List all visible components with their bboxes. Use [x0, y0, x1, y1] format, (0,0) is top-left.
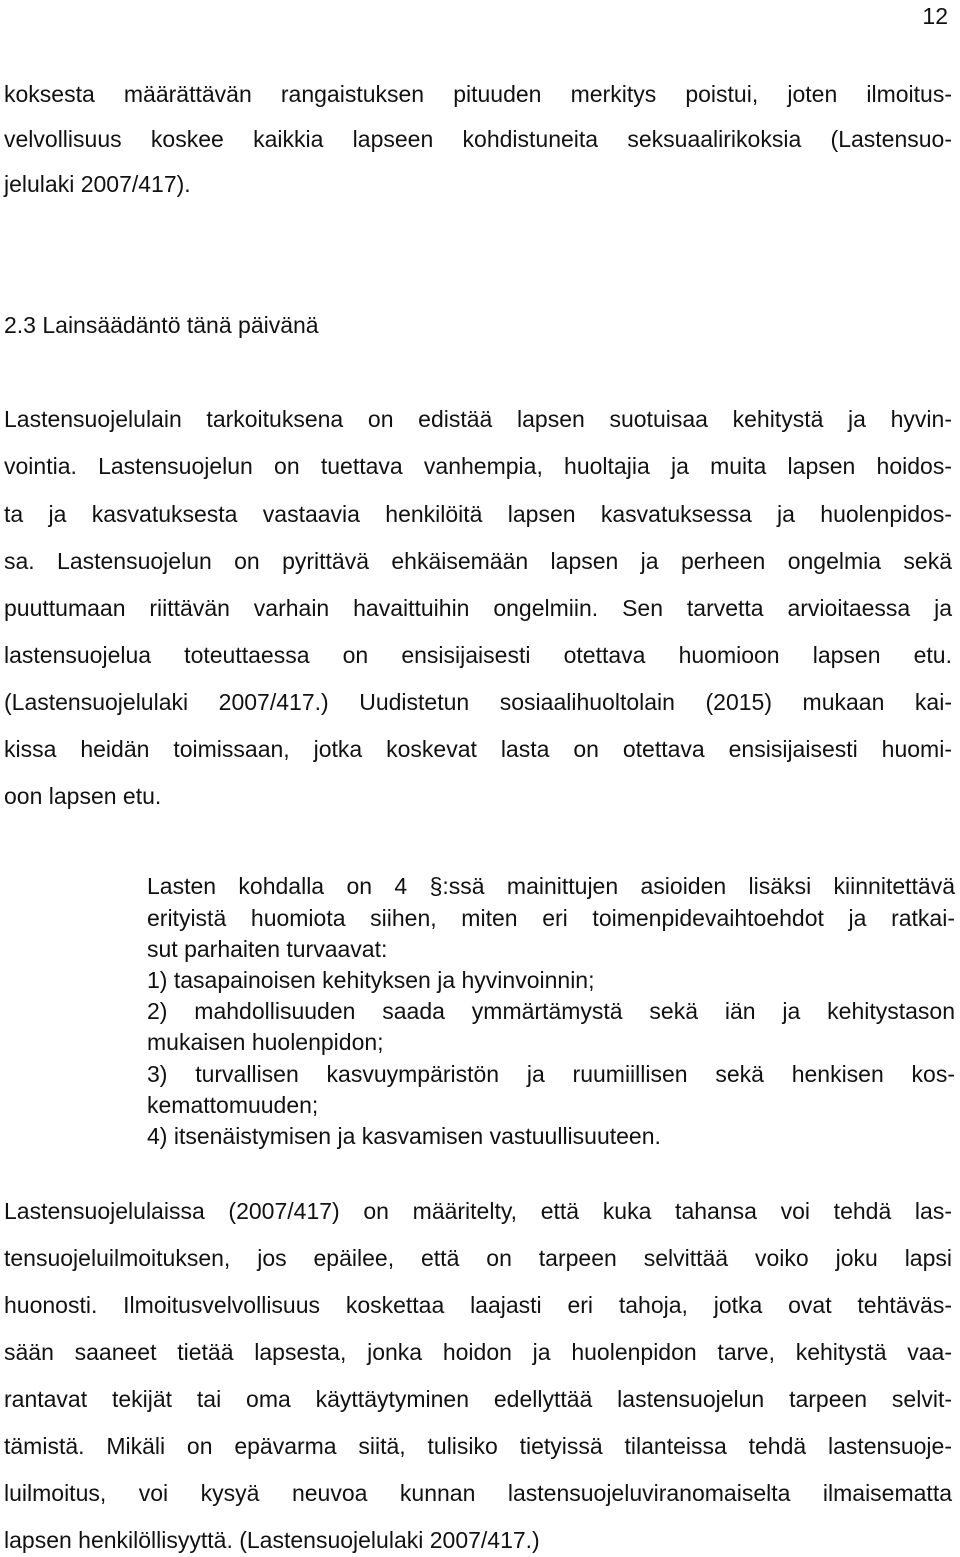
text-line: lastensuojelua toteuttaessa on ensisijaisesti otettava huomioon lapsen etu. [4, 642, 952, 668]
text-line: luilmoitus, voi kysyä neuvoa kunnan lastensuojeluviranomaiselta ilmaisematta [4, 1480, 952, 1506]
text-line: sa. Lastensuojelun on pyrittävä ehkäisemään lapsen ja perheen ongelmia sekä [4, 548, 952, 574]
quote-line: 4) itsenäistymisen ja kasvamisen vastuullisuuteen. [147, 1123, 661, 1149]
text-line: huonosti. Ilmoitusvelvollisuus koskettaa laajasti eri tahoja, jotka ovat tehtäväs- [4, 1292, 952, 1318]
quote-line: Lasten kohdalla on 4 §:ssä mainittujen asioiden lisäksi kiinnitettävä [147, 873, 955, 899]
text-line: jelulaki 2007/417). [4, 171, 191, 197]
text-line: tensuojeluilmoituksen, jos epäilee, että on tarpeen selvittää voiko joku lapsi [4, 1245, 952, 1271]
text-line: sään saaneet tietää lapsesta, jonka hoidon ja huolenpidon tarve, kehitystä vaa- [4, 1339, 952, 1365]
quote-line: 2) mahdollisuuden saada ymmärtämystä sekä iän ja kehitystason [147, 998, 955, 1024]
text-line: lapsen henkilöllisyyttä. (Lastensuojelulaki 2007/417.) [4, 1527, 540, 1553]
text-line: Lastensuojelulaissa (2007/417) on määritelty, että kuka tahansa voi tehdä las- [4, 1198, 952, 1224]
quote-line: 1) tasapainoisen kehityksen ja hyvinvoinnin; [147, 967, 595, 993]
page-number: 12 [922, 3, 948, 29]
text-line: koksesta määrättävän rangaistuksen pituuden merkitys poistui, joten ilmoitus- [4, 81, 952, 107]
text-line: velvollisuus koskee kaikkia lapseen kohdistuneita seksuaalirikoksia (Lastensuo- [4, 126, 952, 152]
quote-line: 3) turvallisen kasvuympäristön ja ruumiillisen sekä henkisen kos- [147, 1061, 955, 1087]
section-heading: 2.3 Lainsäädäntö tänä päivänä [4, 312, 319, 338]
quote-line: mukaisen huolenpidon; [147, 1029, 384, 1055]
quote-line: sut parhaiten turvaavat: [147, 936, 388, 962]
text-line: puuttumaan riittävän varhain havaittuihin ongelmiin. Sen tarvetta arvioitaessa ja [4, 595, 952, 621]
text-line: tämistä. Mikäli on epävarma siitä, tulisiko tietyissä tilanteissa tehdä lastensuoje- [4, 1433, 952, 1459]
text-line: oon lapsen etu. [4, 783, 162, 809]
quote-line: erityistä huomiota siihen, miten eri toimenpidevaihtoehdot ja ratkai- [147, 905, 955, 931]
text-line: ta ja kasvatuksesta vastaavia henkilöitä lapsen kasvatuksessa ja huolenpidos- [4, 501, 952, 527]
text-line: (Lastensuojelulaki 2007/417.) Uudistetun sosiaalihuoltolain (2015) mukaan kai- [4, 689, 952, 715]
text-line: kissa heidän toimissaan, jotka koskevat lasta on otettava ensisijaisesti huomi- [4, 736, 952, 762]
text-line: rantavat tekijät tai oma käyttäytyminen edellyttää lastensuojelun tarpeen selvit- [4, 1386, 952, 1412]
text-line: Lastensuojelulain tarkoituksena on edistää lapsen suotuisaa kehitystä ja hyvin- [4, 406, 952, 432]
text-line: vointia. Lastensuojelun on tuettava vanhempia, huoltajia ja muita lapsen hoidos- [4, 453, 952, 479]
quote-line: kemattomuuden; [147, 1092, 319, 1118]
